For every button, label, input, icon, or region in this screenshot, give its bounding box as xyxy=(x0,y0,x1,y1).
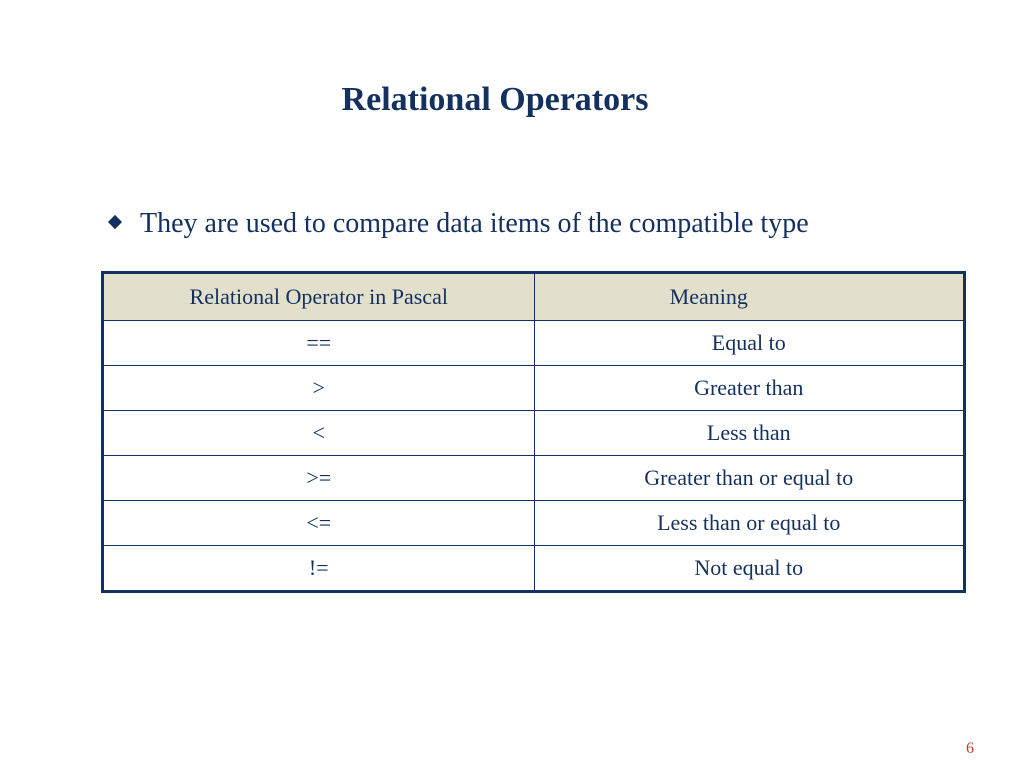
table-row xyxy=(103,411,965,456)
header-meaning xyxy=(534,273,965,321)
operator-cell: > xyxy=(103,366,535,411)
operator-cell: != xyxy=(103,546,535,592)
meaning-cell: Less than or equal to xyxy=(534,501,965,546)
table-row xyxy=(103,546,965,592)
meaning-cell: Equal to xyxy=(534,321,965,366)
operator-cell: < xyxy=(103,411,535,456)
table-row xyxy=(103,456,965,501)
bullet-item xyxy=(110,202,809,246)
slide-title: Relational Operators xyxy=(341,81,649,118)
table-row xyxy=(103,366,965,411)
bullet-text: They are used to compare data items of the compatible type xyxy=(140,208,809,239)
diamond-bullet-icon xyxy=(108,215,122,229)
table-row xyxy=(103,501,965,546)
meaning-cell: Not equal to xyxy=(534,546,965,592)
operator-cell: == xyxy=(103,321,535,366)
meaning-cell: Greater than xyxy=(534,366,965,411)
header-operator: Relational Operator in Pascal xyxy=(103,273,535,321)
table-row xyxy=(103,321,965,366)
header-meaning-label: Meaning xyxy=(669,284,748,309)
table-header-row xyxy=(103,273,965,321)
operators-table xyxy=(101,271,966,593)
meaning-cell: Less than xyxy=(534,411,965,456)
operator-cell: <= xyxy=(103,501,535,546)
meaning-cell: Greater than or equal to xyxy=(534,456,965,501)
operator-cell: >= xyxy=(103,456,535,501)
page-number: 6 xyxy=(966,740,974,757)
